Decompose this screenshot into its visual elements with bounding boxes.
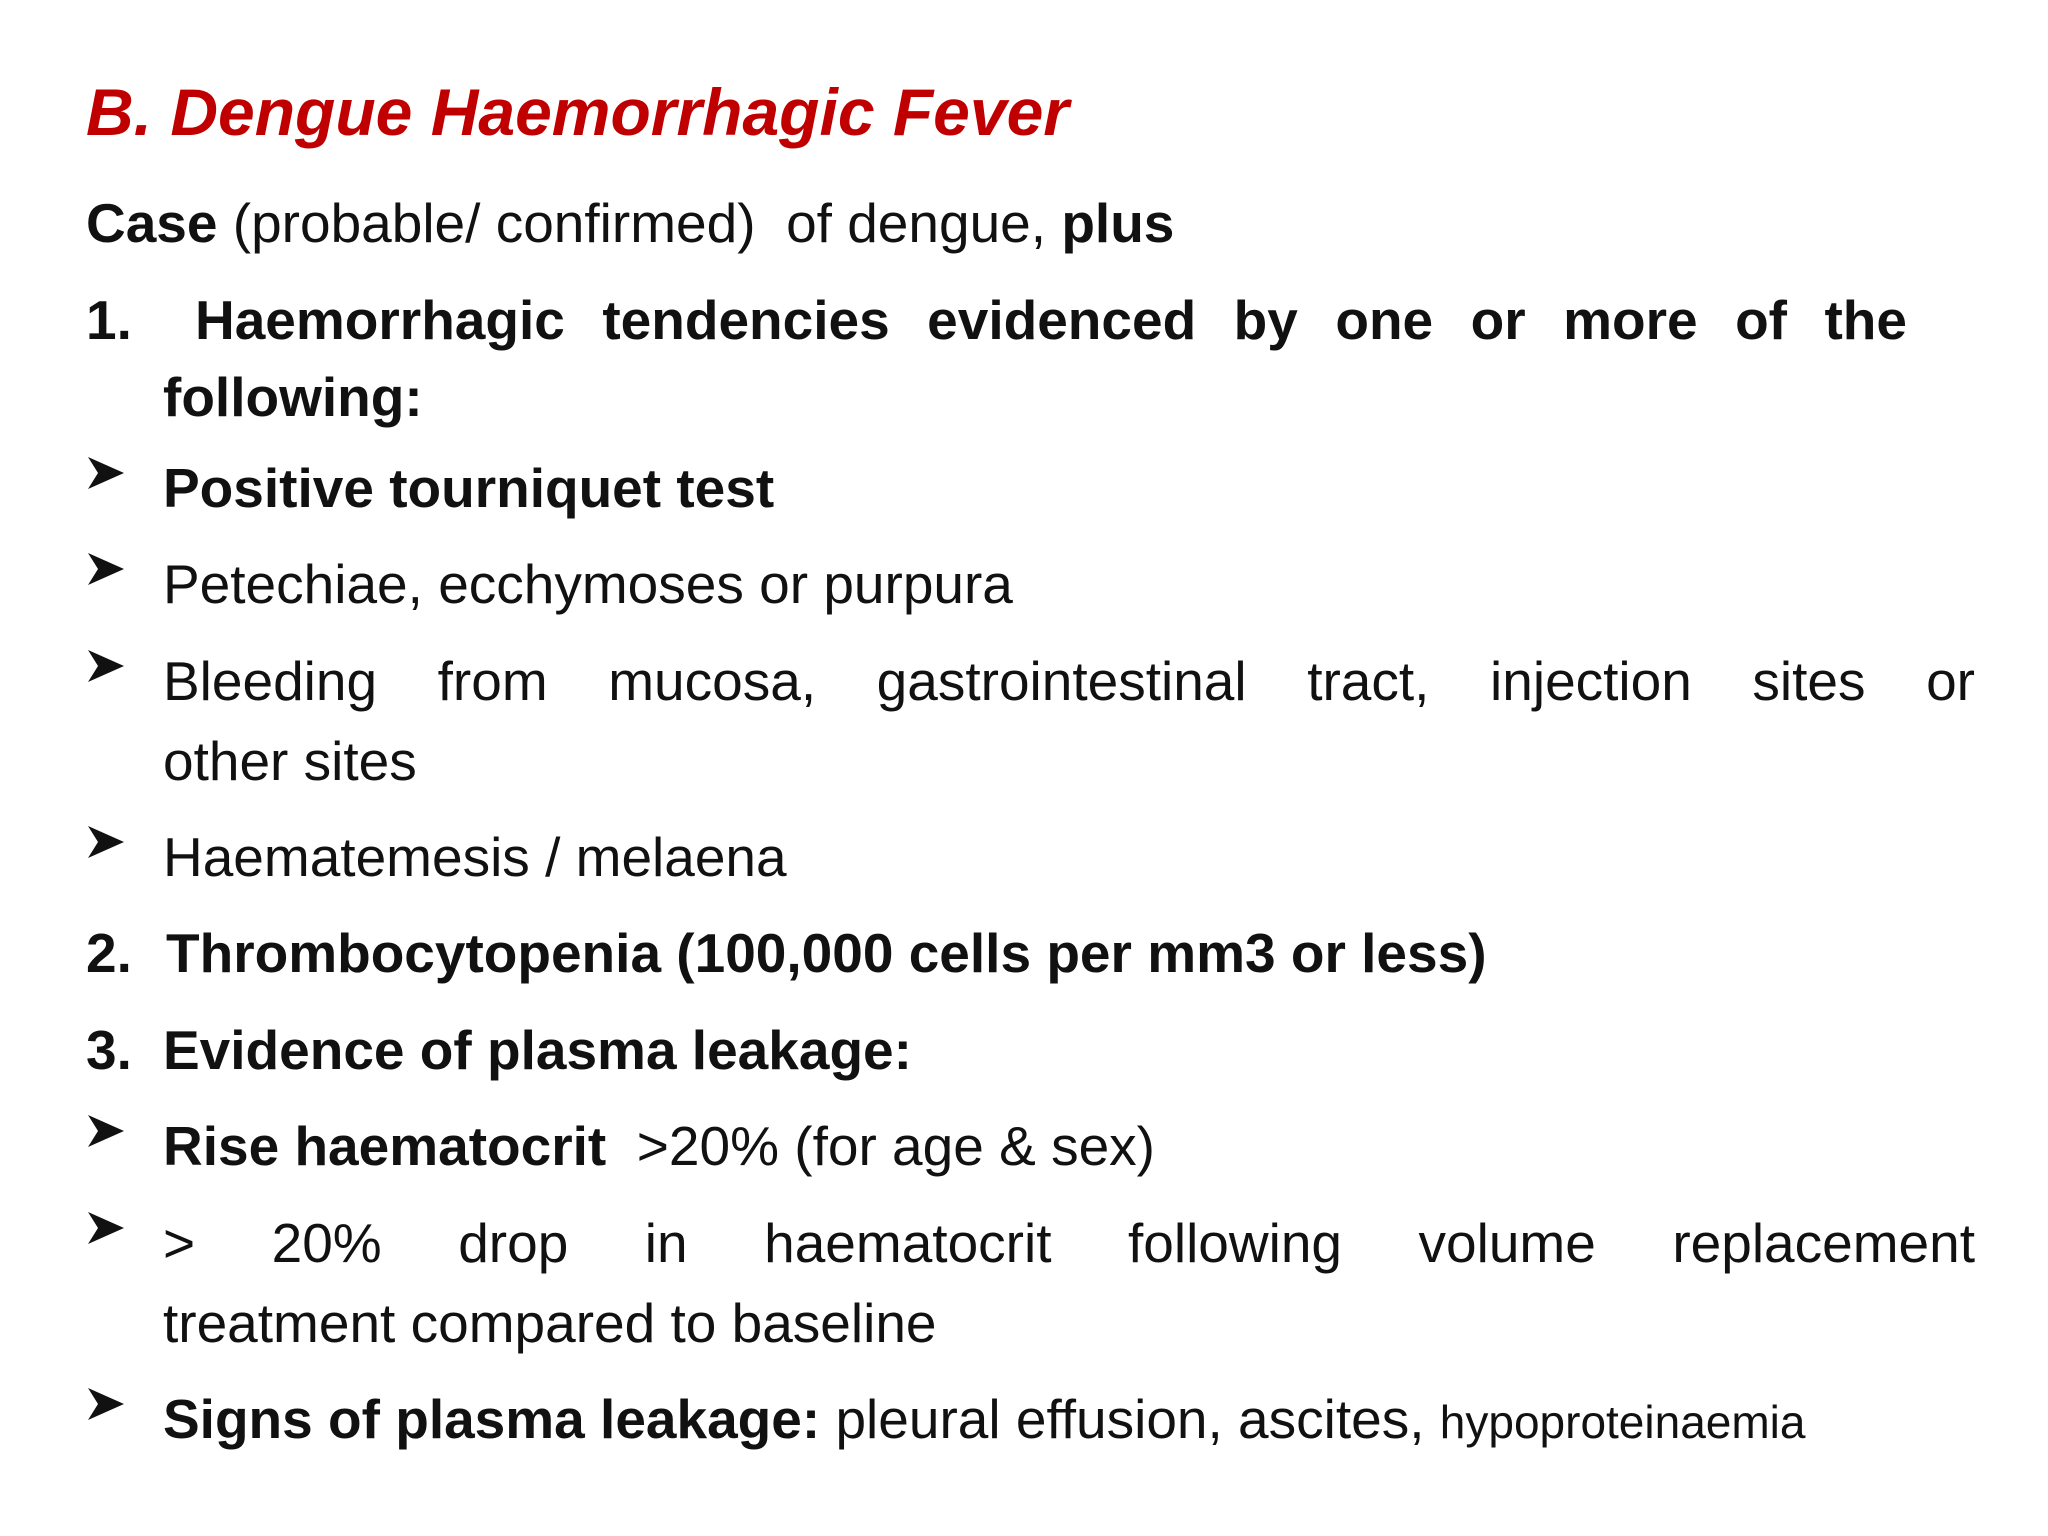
intro-middle: (probable/ confirmed) of dengue, (217, 192, 1062, 254)
arrowhead-bullet-icon (86, 549, 146, 629)
rise-haematocrit-rest: >20% (for age & sex) (606, 1115, 1155, 1177)
signs-bold: Signs of plasma leakage: (163, 1388, 821, 1450)
intro-plus: plus (1061, 192, 1175, 254)
signs-small: hypoproteinaemia (1439, 1396, 1806, 1448)
item2-number: 2. (86, 922, 132, 984)
intro-case: Case (86, 192, 218, 254)
bullet-signs-plasma-leakage (163, 1379, 1805, 1462)
arrowhead-bullet-icon (86, 1384, 146, 1464)
bullet-drop-line1: > 20% drop in haematocrit following volume replacement (163, 1212, 1975, 1274)
arrowhead-bullet-icon (86, 822, 146, 902)
item3-text: Evidence of plasma leakage: (163, 1019, 912, 1081)
bullet-bleeding-line2: other sites (163, 730, 417, 792)
bullet-drop-line2: treatment compared to baseline (163, 1292, 937, 1354)
arrowhead-bullet-icon (86, 1111, 146, 1191)
rise-haematocrit-bold: Rise haematocrit (163, 1115, 607, 1177)
intro-line (86, 183, 1174, 263)
slide-title: B. Dengue Haemorrhagic Fever (86, 75, 1069, 149)
bullet-positive-tourniquet: Positive tourniquet test (163, 457, 775, 519)
arrowhead-bullet-icon (86, 453, 146, 533)
signs-rest: pleural effusion, ascites, (820, 1388, 1440, 1450)
item1-text-line2: following: (163, 366, 423, 428)
arrowhead-bullet-icon (86, 1208, 146, 1288)
arrowhead-bullet-icon (86, 646, 146, 726)
item2-text: Thrombocytopenia (100,000 cells per mm3 or less) (166, 922, 1487, 984)
bullet-bleeding-line1: Bleeding from mucosa, gastrointestinal tract, injection sites or (163, 650, 1975, 712)
bullet-rise-haematocrit (163, 1106, 1155, 1186)
item1-text-line1: Haemorrhagic tendencies evidenced by one or more of the (195, 289, 1907, 351)
item1-number: 1. (86, 289, 132, 351)
bullet-haematemesis: Haematemesis / melaena (163, 826, 787, 888)
item3-number: 3. (86, 1019, 132, 1081)
bullet-petechiae: Petechiae, ecchymoses or purpura (163, 553, 1013, 615)
